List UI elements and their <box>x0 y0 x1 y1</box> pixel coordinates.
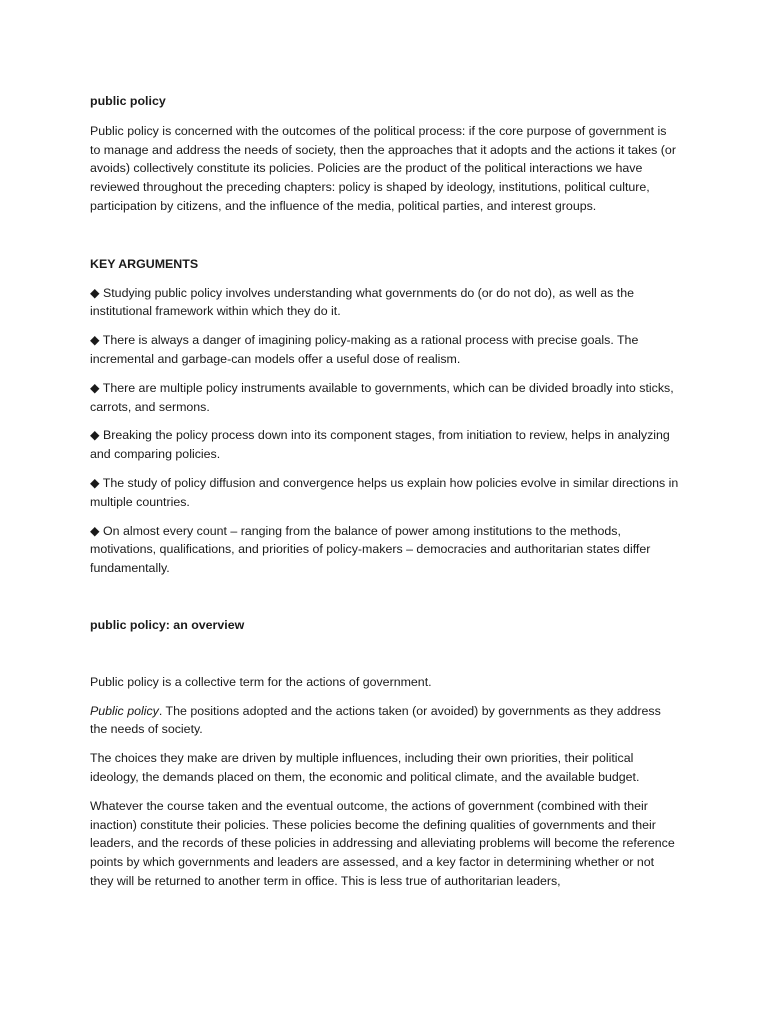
overview-paragraph: Whatever the course taken and the eventual outcome, the actions of government (combined with their inaction) constitute their policies. These policies become the defining qualities of governments and their leaders, and the records of these policies in addressing and alleviating problems will become the reference points by which governments and leaders are assessed, and a key factor in determining whether or not they will be returned to another term in office. This is less true of authoritarian leaders, <box>90 798 675 888</box>
key-argument-item: ◆ There is always a danger of imagining policy-making as a rational process with precise goals. The incremental and garbage-can models offer a useful dose of realism. <box>90 333 639 366</box>
intro-paragraph: Public policy is concerned with the outcomes of the political process: if the core purpose of government is to manage and address the needs of society, then the approaches that it adopts and the actions it takes (or avoids) collectively constitute its policies. Policies are the product of the political interactions we have reviewed throughout the preceding chapters: policy is shaped by ideology, institutions, political culture, participation by citizens, and the influence of the media, political parties, and interest groups. <box>90 123 676 213</box>
key-argument-item: ◆ Studying public policy involves understanding what governments do (or do not do), as well as the institutional framework within which they do it. <box>90 285 635 319</box>
definition-text: . The positions adopted and the actions taken (or avoided) by governments as they address the needs of society. <box>90 703 661 737</box>
overview-paragraph: Public policy is a collective term for the actions of government. <box>90 674 432 689</box>
overview-paragraph: The choices they make are driven by multiple influences, including their own priorities, their political ideology, the demands placed on them, the economic and political climate, and the available budget. <box>90 751 640 784</box>
key-argument-item: ◆ Breaking the policy process down into its component stages, from initiation to review, helps in analyzing and comparing policies. <box>90 428 670 462</box>
document-page <box>90 92 680 891</box>
key-argument-item: ◆ The study of policy diffusion and convergence helps us explain how policies evolve in similar directions in multiple countries. <box>90 475 679 509</box>
key-argument-item: ◆ On almost every count – ranging from the balance of power among institutions to the methods, motivations, qualifications, and priorities of policy-makers – democracies and authoritarian states differ fundamentally. <box>90 523 651 576</box>
definition-term: Public policy <box>90 703 159 718</box>
section-heading-public-policy: public policy <box>90 94 166 108</box>
overview-heading: public policy: an overview <box>90 617 245 632</box>
key-arguments-heading: KEY ARGUMENTS <box>90 256 199 271</box>
definition-paragraph <box>90 702 680 740</box>
key-argument-item: ◆ There are multiple policy instruments available to governments, which can be divided broadly into sticks, carrots, and sermons. <box>90 380 674 414</box>
